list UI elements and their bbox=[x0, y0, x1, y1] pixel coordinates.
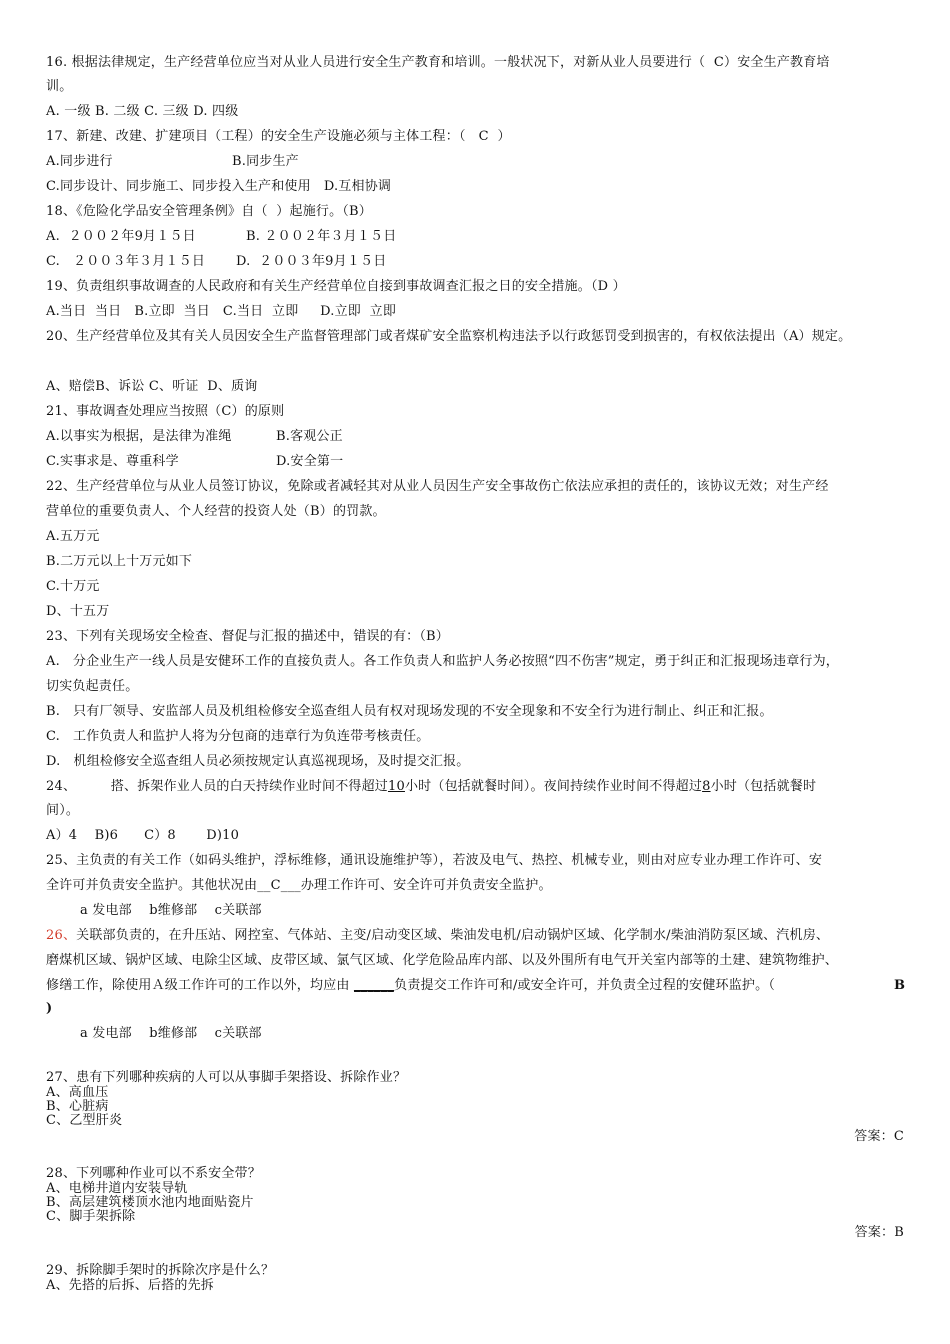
q21-option-b: B.客观公正 bbox=[276, 429, 343, 444]
q26-line1 bbox=[46, 928, 829, 944]
q17-option-cd: C.同步设计、同步施工、同步投入生产和使用 D.互相协调 bbox=[46, 179, 392, 194]
q23-option-d: D. 机组检修安全巡查组人员必须按规定认真巡视现场，及时提交汇报。 bbox=[46, 754, 470, 769]
q26-line3 bbox=[46, 978, 775, 994]
q26-line2: 磨煤机区域、锅炉区域、电除尘区域、皮带区域、氯气区域、化学危险品库内部、以及外围所有电气开关室内部等的土建、建筑物维护、 bbox=[46, 953, 839, 968]
q22-line2: 营单位的重要负责人、个人经营的投资人处（B）的罚款。 bbox=[46, 504, 386, 519]
q29-option-a: A、先搭的后拆、后搭的先拆 bbox=[46, 1278, 214, 1293]
q28-option-c: C、脚手架拆除 bbox=[46, 1209, 136, 1224]
q25-line2-part2: 办理工作许可、安全许可并负责安全监护。 bbox=[300, 878, 552, 893]
q21-option-d: D.安全第一 bbox=[276, 454, 344, 469]
q16-line2: 训。 bbox=[46, 79, 73, 94]
q20-options: A、赔偿B、诉讼 C、听证 D、质询 bbox=[46, 379, 258, 394]
q22-option-c: C.十万元 bbox=[46, 579, 100, 594]
q29-question: 29、拆除脚手架时的拆除次序是什么？ bbox=[46, 1263, 275, 1278]
q19-options: A.当日 当日 B.立即 当日 C.当日 立即 D.立即 立即 bbox=[46, 304, 397, 319]
q23-option-c: C. 工作负责人和监护人将为分包商的违章行为负连带考核责任。 bbox=[46, 729, 430, 744]
q28-option-b: B、高层建筑楼顶水池内地面贴瓷片 bbox=[46, 1195, 254, 1210]
q25-line2-part1: 全许可并负责安全监护。其他状况由 bbox=[46, 878, 258, 893]
q27-option-b: B、心脏病 bbox=[46, 1099, 109, 1114]
q27-option-a: A、高血压 bbox=[46, 1085, 109, 1100]
q26-answer-blank: ______ bbox=[353, 978, 395, 993]
q22-option-d: D、十五万 bbox=[46, 604, 110, 619]
q26-line4: ) bbox=[46, 1001, 53, 1016]
q28-answer: 答案：B bbox=[854, 1225, 904, 1240]
q24-options: A）4 B)6 C）8 D)10 bbox=[46, 828, 240, 843]
q17-option-a: A.同步进行 bbox=[46, 154, 113, 169]
q22-line1: 22、生产经营单位与从业人员签订协议，免除或者减轻其对从业人员因生产安全事故伤亡依法应承担的责任的，该协议无效；对生产经 bbox=[46, 479, 829, 494]
q24-text-part1: 24、 搭、拆架作业人员的白天持续作业时间不得超过 bbox=[46, 779, 389, 794]
q26-line3-part2: 负责提交工作许可和/或安全许可，并负责全过程的安健环监护。（ bbox=[394, 978, 776, 993]
q28-option-a: A、电梯井道内安装导轨 bbox=[46, 1181, 188, 1196]
q16-line1: 16. 根据法律规定，生产经营单位应当对从业人员进行安全生产教育和培训。一般状况下，对新从业人员要进行（ C）安全生产教育培 bbox=[46, 55, 830, 70]
q21-option-a: A.以事实为根据，是法律为准绳 bbox=[46, 429, 232, 444]
q26-number: 26、 bbox=[46, 928, 77, 943]
q21-option-c: C.实事求是、尊重科学 bbox=[46, 454, 179, 469]
q24-hours-day: 10 bbox=[388, 779, 405, 794]
q26-answer: B bbox=[894, 978, 906, 993]
q25-answer-blank: __C___ bbox=[257, 878, 301, 893]
q27-answer: 答案：C bbox=[854, 1129, 904, 1144]
q28-question: 28、下列哪种作业可以不系安全带？ bbox=[46, 1166, 261, 1181]
q19-question: 19、负责组织事故调查的人民政府和有关生产经营单位自接到事故调查汇报之日的安全措施。（D ） bbox=[46, 279, 626, 294]
q20-question: 20、生产经营单位及其有关人员因安全生产监督管理部门或者煤矿安全监察机构违法予以行政惩罚受到损害的，有权依法提出（A）规定。 bbox=[46, 329, 852, 344]
q18-option-b: B. ２００２年３月１５日 bbox=[246, 229, 397, 244]
q17-option-b: B.同步生产 bbox=[232, 154, 299, 169]
q25-line2 bbox=[46, 878, 552, 894]
q26-options: a 发电部 b维修部 c关联部 bbox=[80, 1026, 262, 1041]
q16-options: A. 一级 B. 二级 C. 三级 D. 四级 bbox=[46, 104, 239, 119]
q18-option-a: A. ２００２年9月１５日 bbox=[46, 229, 196, 244]
q26-line3-part1: 修缮工作，除使用Ａ级工作许可的工作以外，均应由 bbox=[46, 978, 354, 993]
q23-option-b: B. 只有厂领导、安监部人员及机组检修安全巡查组人员有权对现场发现的不安全现象和不安全行为进行制止、纠正和汇报。 bbox=[46, 704, 773, 719]
q24-line2: 间）。 bbox=[46, 803, 80, 818]
q24-line1 bbox=[46, 779, 816, 795]
q27-question: 27、患有下列哪种疾病的人可以从事脚手架搭设、拆除作业？ bbox=[46, 1070, 407, 1085]
q21-question: 21、事故调查处理应当按照（C）的原则 bbox=[46, 404, 285, 419]
q24-text-part2: 小时（包括就餐时间）。夜间持续作业时间不得超过 bbox=[404, 779, 703, 794]
q23-option-a-line1: A. 分企业生产一线人员是安健环工作的直接负责人。各工作负责人和监护人务必按照“四不伤害”规定，勇于纠正和汇报现场违章行为， bbox=[46, 654, 840, 669]
q23-option-a-line2: 切实负起责任。 bbox=[46, 679, 139, 694]
q18-question: 18、《危险化学品安全管理条例》自（ ）起施行。（B） bbox=[46, 204, 372, 219]
q17-question: 17、新建、改建、扩建项目（工程）的安全生产设施必须与主体工程：（ C ） bbox=[46, 129, 511, 144]
q26-line1-text: 关联部负责的，在升压站、网控室、气体站、主变/启动变区域、柴油发电机/启动锅炉区域、化学制水/柴油消防泵区域、汽机房、 bbox=[76, 928, 830, 943]
q24-hours-night: 8 bbox=[702, 779, 711, 794]
q18-option-d: D. ２００３年9月１５日 bbox=[236, 254, 387, 269]
q22-option-a: A.五万元 bbox=[46, 529, 100, 544]
q27-option-c: C、乙型肝炎 bbox=[46, 1113, 123, 1128]
q22-option-b: B.二万元以上十万元如下 bbox=[46, 554, 193, 569]
q25-options: a 发电部 b维修部 c关联部 bbox=[80, 903, 262, 918]
q25-line1: 25、主负责的有关工作（如码头维护，浮标维修，通讯设施维护等），若波及电气、热控、机械专业，则由对应专业办理工作许可、安 bbox=[46, 853, 823, 868]
q18-option-c: C. ２００３年３月１５日 bbox=[46, 254, 206, 269]
q23-question: 23、下列有关现场安全检查、督促与汇报的描述中，错误的有：（B） bbox=[46, 629, 449, 644]
q24-text-part3: 小时（包括就餐时 bbox=[710, 779, 817, 794]
